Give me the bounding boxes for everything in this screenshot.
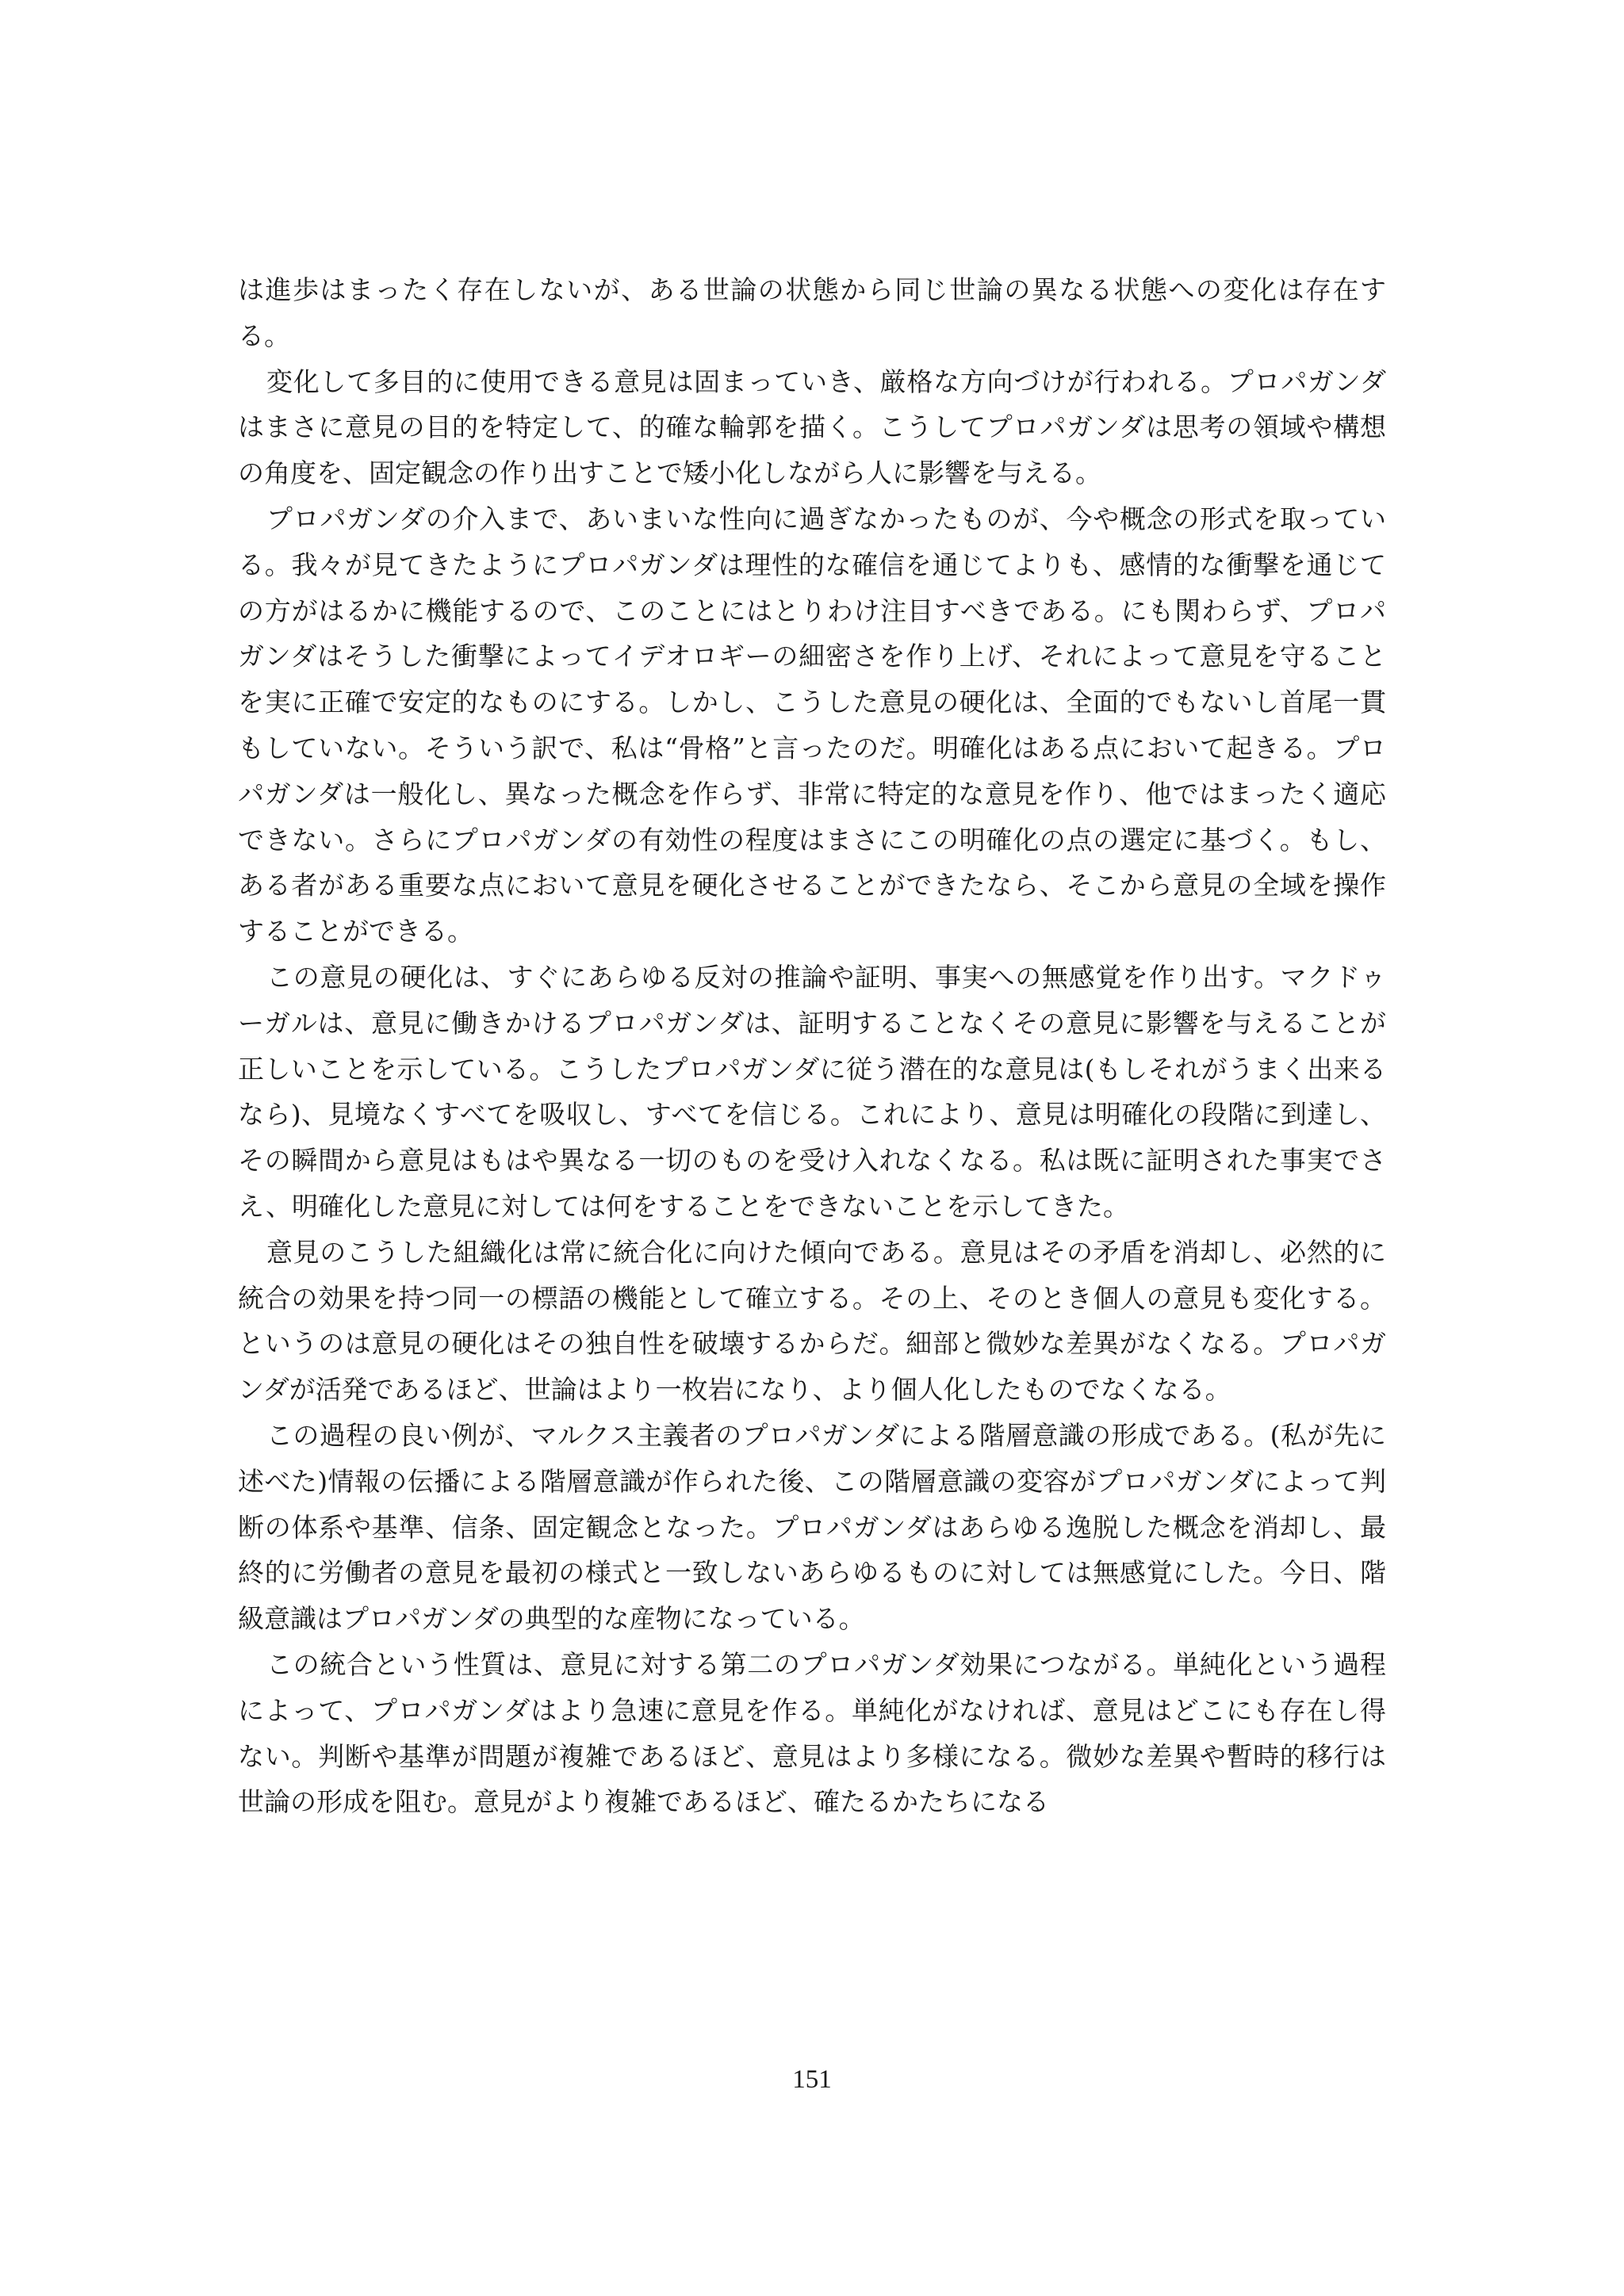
paragraph-1: は進歩はまったく存在しないが、ある世論の状態から同じ世論の異なる状態への変化は存在する。 — [238, 274, 1387, 351]
paragraph-7: この統合という性質は、意見に対する第二のプロパガンダ効果につながる。単純化という過程によって、プロパガンダはより急速に意見を作る。単純化がなければ、意見はどこにも存在し得ない。判断や基準が問題が複雑であるほど、意見はより多様になる。微妙な差異や暫時的移行は世論の形成を阻む。意見がより複雑であるほど、確たるかたちになる — [238, 1648, 1386, 1818]
paragraph-4: この意見の硬化は、すぐにあらゆる反対の推論や証明、事実への無感覚を作り出す。マクドゥーガルは、意見に働きかけるプロパガンダは、証明することなくその意見に影響を与えることが正しいことを示している。こうしたプロパガンダに従う潜在的な意見は(もしそれがうまく出来るなら)、見境なくすべてを吸収し、すべてを信じる。これにより、意見は明確化の段階に到達し、その瞬間から意見はもはや異なる一切のものを受け入れなくなる。私は既に証明された事実でさえ、明確化した意見に対しては何をすることをできないことを示してきた。 — [238, 961, 1386, 1222]
paragraph-6: この過程の良い例が、マルクス主義者のプロパガンダによる階層意識の形成である。(私が先に述べた)情報の伝播による階層意識が作られた後、この階層意識の変容がプロパガンダによって判断の体系や基準、信条、固定観念となった。プロパガンダはあらゆる逸脱した概念を消却し、最終的に労働者の意見を最初の様式と一致しないあらゆるものに対しては無感覚にした。今日、階級意識はプロパガンダの典型的な産物になっている。 — [238, 1419, 1387, 1635]
paragraph-3: プロパガンダの介入まで、あいまいな性向に過ぎなかったものが、今や概念の形式を取っている。我々が見てきたようにプロパガンダは理性的な確信を通じてよりも、感情的な衝撃を通じての方がはるかに機能するので、このことにはとりわけ注目すべきである。にも関わらず、プロパガンダはそうした衝撃によってイデオロギーの細密さを作り上げ、それによって意見を守ることを実に正確で安定的なものにする。しかし、こうした意見の硬化は、全面的でもないし首尾一貫もしていない。そういう訳で、私は“骨格”と言ったのだ。明確化はある点において起きる。プロパガンダは一般化し、異なった概念を作らず、非常に特定的な意見を作り、他ではまったく適応できない。さらにプロパガンダの有効性の程度はまさにこの明確化の点の選定に基づく。もし、ある者がある重要な点において意見を硬化させることができたなら、そこから意見の全域を操作することができる。 — [238, 503, 1386, 947]
paragraph-2: 変化して多目的に使用できる意見は固まっていき、厳格な方向づけが行われる。プロパガンダはまさに意見の目的を特定して、的確な輪郭を描く。こうしてプロパガンダは思考の領域や構想の角度を、固定観念の作り出すことで矮小化しながら人に影響を与える。 — [238, 365, 1386, 489]
paragraph-5: 意見のこうした組織化は常に統合化に向けた傾向である。意見はその矛盾を消却し、必然的に統合の効果を持つ同一の標語の機能として確立する。その上、そのとき個人の意見も変化する。というのは意見の硬化はその独自性を破壊するからだ。細部と微妙な差異がなくなる。プロパガンダが活発であるほど、世論はより一枚岩になり、より個人化したものでなくなる。 — [238, 1236, 1387, 1406]
body-text — [238, 267, 1386, 1825]
page-number: 151 — [792, 2065, 832, 2094]
